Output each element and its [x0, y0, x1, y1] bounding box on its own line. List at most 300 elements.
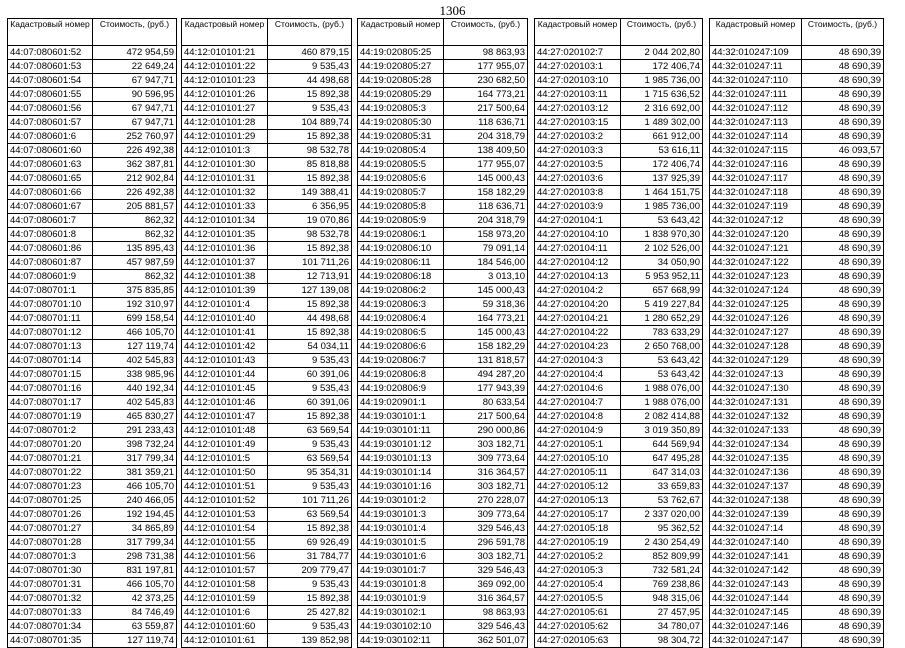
cadastral-number-cell: 44:12:010101:32 — [182, 186, 268, 200]
cadastral-number-cell: 44:07:080701:26 — [8, 508, 93, 522]
cost-cell: 48 690,39 — [802, 242, 884, 256]
cadastral-number-cell: 44:12:010101:3 — [182, 144, 268, 158]
cost-cell: 145 000,43 — [444, 326, 528, 340]
cadastral-number-cell: 44:07:080601:9 — [8, 270, 93, 284]
cost-cell: 48 690,39 — [802, 522, 884, 536]
cadastral-number-cell: 44:32:010247:109 — [710, 46, 802, 60]
cost-cell: 2 082 414,88 — [621, 410, 703, 424]
cost-cell: 98 863,93 — [444, 46, 528, 60]
cadastral-number-cell: 44:32:010247:126 — [710, 312, 802, 326]
table-row — [182, 186, 352, 200]
cadastral-number-cell: 44:07:080701:30 — [8, 564, 93, 578]
cost-cell: 69 926,49 — [268, 536, 352, 550]
page-number: 1306 — [439, 3, 466, 18]
table-row — [8, 564, 177, 578]
table-row — [182, 116, 352, 130]
cadastral-number-cell: 44:07:080701:25 — [8, 494, 93, 508]
cost-cell: 84 746,49 — [93, 606, 177, 620]
cadastral-number-cell: 44:27:020104:4 — [535, 368, 621, 382]
cadastral-number-cell: 44:12:010101:30 — [182, 158, 268, 172]
cadastral-number-cell: 44:19:030101:13 — [358, 452, 444, 466]
cost-cell: 59 318,36 — [444, 298, 528, 312]
cost-cell: 48 690,39 — [802, 592, 884, 606]
cadastral-number-cell: 44:32:010247:146 — [710, 620, 802, 634]
cost-cell: 15 892,38 — [268, 326, 352, 340]
cadastral-number-cell: 44:12:010101:54 — [182, 522, 268, 536]
table-row — [358, 578, 528, 592]
cadastral-number-cell: 44:19:030101:14 — [358, 466, 444, 480]
cost-cell: 303 182,71 — [444, 438, 528, 452]
cadastral-number-cell: 44:27:020105:4 — [535, 578, 621, 592]
cost-cell: 1 489 302,00 — [621, 116, 703, 130]
cost-cell: 862,32 — [93, 270, 177, 284]
table-row — [535, 46, 703, 60]
cadastral-number-cell: 44:19:020805:4 — [358, 144, 444, 158]
table-row — [710, 522, 884, 536]
cadastral-number-cell: 44:12:010101:40 — [182, 312, 268, 326]
cadastral-number-cell: 44:12:010101:28 — [182, 116, 268, 130]
cost-cell: 9 535,43 — [268, 382, 352, 396]
header-cost: Стоимость, (руб.) — [268, 19, 352, 46]
cadastral-number-cell: 44:32:010247:111 — [710, 88, 802, 102]
cadastral-table-4 — [534, 18, 703, 648]
table-row — [182, 578, 352, 592]
cadastral-number-cell: 44:32:010247:115 — [710, 144, 802, 158]
cadastral-number-cell: 44:27:020105:12 — [535, 480, 621, 494]
table-row — [710, 410, 884, 424]
cost-cell: 48 690,39 — [802, 578, 884, 592]
table-row — [8, 578, 177, 592]
table-row — [535, 74, 703, 88]
cadastral-number-cell: 44:19:030101:11 — [358, 424, 444, 438]
table-row — [182, 452, 352, 466]
header-cadastral-number: Кадастровый номер — [182, 19, 268, 46]
table-row — [710, 312, 884, 326]
cadastral-number-cell: 44:32:010247:116 — [710, 158, 802, 172]
cadastral-number-cell: 44:19:030101:3 — [358, 508, 444, 522]
cost-cell: 48 690,39 — [802, 396, 884, 410]
cadastral-number-cell: 44:32:010247:136 — [710, 466, 802, 480]
table-row — [358, 550, 528, 564]
cost-cell: 296 591,78 — [444, 536, 528, 550]
table-row — [182, 438, 352, 452]
cadastral-number-cell: 44:32:010247:110 — [710, 74, 802, 88]
cadastral-table-2 — [181, 18, 352, 648]
header-cost: Стоимость, (руб.) — [621, 19, 703, 46]
table-row — [535, 102, 703, 116]
cadastral-number-cell: 44:27:020105:18 — [535, 522, 621, 536]
cadastral-number-cell: 44:32:010247:12 — [710, 214, 802, 228]
table-row — [535, 606, 703, 620]
cadastral-number-cell: 44:19:030102:1 — [358, 606, 444, 620]
cadastral-number-cell: 44:19:020805:7 — [358, 186, 444, 200]
cadastral-number-cell: 44:12:010101:39 — [182, 284, 268, 298]
table-row — [535, 634, 703, 648]
cadastral-number-cell: 44:27:020103:3 — [535, 144, 621, 158]
table-row — [182, 214, 352, 228]
cost-cell: 369 092,00 — [444, 578, 528, 592]
cadastral-number-cell: 44:19:020805:5 — [358, 158, 444, 172]
cadastral-number-cell: 44:07:080701:21 — [8, 452, 93, 466]
cadastral-number-cell: 44:19:030101:4 — [358, 522, 444, 536]
cost-cell: 12 713,91 — [268, 270, 352, 284]
cost-cell: 48 690,39 — [802, 480, 884, 494]
cadastral-number-cell: 44:07:080601:63 — [8, 158, 93, 172]
cadastral-number-cell: 44:12:010101:57 — [182, 564, 268, 578]
table-row — [535, 522, 703, 536]
table-row — [535, 116, 703, 130]
table-row — [358, 46, 528, 60]
table-row — [710, 494, 884, 508]
table-row — [358, 536, 528, 550]
cadastral-number-cell: 44:27:020103:8 — [535, 186, 621, 200]
cost-cell: 48 690,39 — [802, 438, 884, 452]
cadastral-number-cell: 44:19:020806:3 — [358, 298, 444, 312]
table-row — [182, 592, 352, 606]
cost-cell: 217 500,64 — [444, 410, 528, 424]
cadastral-number-cell: 44:07:080701:11 — [8, 312, 93, 326]
cost-cell: 204 318,79 — [444, 130, 528, 144]
table-row — [535, 550, 703, 564]
table-row — [358, 256, 528, 270]
table-row — [182, 340, 352, 354]
cadastral-number-cell: 44:32:010247:120 — [710, 228, 802, 242]
cost-cell: 9 535,43 — [268, 60, 352, 74]
cadastral-number-cell: 44:32:010247:119 — [710, 200, 802, 214]
cadastral-number-cell: 44:12:010101:52 — [182, 494, 268, 508]
table-row — [535, 382, 703, 396]
cost-cell: 172 406,74 — [621, 158, 703, 172]
cost-cell: 460 879,15 — [268, 46, 352, 60]
cost-cell: 48 690,39 — [802, 256, 884, 270]
cost-cell: 303 182,71 — [444, 480, 528, 494]
cost-cell: 54 034,11 — [268, 340, 352, 354]
cadastral-number-cell: 44:12:010101:44 — [182, 368, 268, 382]
table-row — [535, 396, 703, 410]
table-row — [8, 550, 177, 564]
cost-cell: 270 228,07 — [444, 494, 528, 508]
table-row — [535, 368, 703, 382]
cadastral-number-cell: 44:12:010101:51 — [182, 480, 268, 494]
table-row — [358, 564, 528, 578]
table-row — [535, 536, 703, 550]
cadastral-number-cell: 44:27:020104:11 — [535, 242, 621, 256]
cost-cell: 53 643,42 — [621, 354, 703, 368]
cadastral-number-cell: 44:19:020901:1 — [358, 396, 444, 410]
cost-cell: 226 492,38 — [93, 186, 177, 200]
cadastral-number-cell: 44:19:020806:18 — [358, 270, 444, 284]
table-row — [8, 242, 177, 256]
header-cadastral-number: Кадастровый номер — [358, 19, 444, 46]
cadastral-number-cell: 44:27:020104:12 — [535, 256, 621, 270]
cadastral-number-cell: 44:27:020105:63 — [535, 634, 621, 648]
table-row — [710, 46, 884, 60]
table-row — [710, 298, 884, 312]
cost-cell: 362 501,07 — [444, 634, 528, 648]
table-row — [182, 424, 352, 438]
cadastral-number-cell: 44:12:010101:47 — [182, 410, 268, 424]
table-row — [358, 396, 528, 410]
cadastral-number-cell: 44:27:020104:7 — [535, 396, 621, 410]
cadastral-number-cell: 44:19:020805:9 — [358, 214, 444, 228]
cadastral-number-cell: 44:07:080701:13 — [8, 340, 93, 354]
cost-cell: 290 000,86 — [444, 424, 528, 438]
cost-cell: 831 197,81 — [93, 564, 177, 578]
table-row — [358, 354, 528, 368]
table-row — [358, 144, 528, 158]
cost-cell: 145 000,43 — [444, 172, 528, 186]
cost-cell: 15 892,38 — [268, 88, 352, 102]
cadastral-number-cell: 44:07:080701:17 — [8, 396, 93, 410]
table-row — [710, 158, 884, 172]
cadastral-number-cell: 44:19:030101:2 — [358, 494, 444, 508]
table-row — [358, 480, 528, 494]
cost-cell: 15 892,38 — [268, 522, 352, 536]
table-row — [358, 340, 528, 354]
cost-cell: 149 388,41 — [268, 186, 352, 200]
table-row — [535, 508, 703, 522]
cadastral-number-cell: 44:27:020104:22 — [535, 326, 621, 340]
table-row — [182, 284, 352, 298]
cost-cell: 158 182,29 — [444, 340, 528, 354]
table-row — [710, 354, 884, 368]
cost-cell: 25 427,82 — [268, 606, 352, 620]
cadastral-number-cell: 44:32:010247:113 — [710, 116, 802, 130]
cadastral-number-cell: 44:32:010247:137 — [710, 480, 802, 494]
cost-cell: 127 119,74 — [93, 634, 177, 648]
cadastral-number-cell: 44:32:010247:142 — [710, 564, 802, 578]
table-row — [358, 200, 528, 214]
cost-cell: 48 690,39 — [802, 410, 884, 424]
table-row — [710, 592, 884, 606]
table-row — [8, 158, 177, 172]
table-header — [535, 19, 703, 46]
cadastral-number-cell: 44:27:020104:20 — [535, 298, 621, 312]
table-row — [535, 172, 703, 186]
table-row — [535, 340, 703, 354]
table-row — [535, 214, 703, 228]
cost-cell: 661 912,00 — [621, 130, 703, 144]
cost-cell: 398 732,24 — [93, 438, 177, 452]
table-row — [710, 340, 884, 354]
cadastral-number-cell: 44:07:080601:66 — [8, 186, 93, 200]
cost-cell: 158 973,20 — [444, 228, 528, 242]
cadastral-number-cell: 44:07:080601:65 — [8, 172, 93, 186]
cost-cell: 44 498,68 — [268, 312, 352, 326]
table-row — [8, 522, 177, 536]
cadastral-number-cell: 44:07:080601:54 — [8, 74, 93, 88]
cost-cell: 137 925,39 — [621, 172, 703, 186]
cost-cell: 2 044 202,80 — [621, 46, 703, 60]
cost-cell: 3 013,10 — [444, 270, 528, 284]
cadastral-number-cell: 44:27:020103:15 — [535, 116, 621, 130]
cost-cell: 48 690,39 — [802, 326, 884, 340]
cadastral-number-cell: 44:27:020104:23 — [535, 340, 621, 354]
table-row — [8, 228, 177, 242]
cadastral-number-cell: 44:19:030101:16 — [358, 480, 444, 494]
cost-cell: 309 773,64 — [444, 452, 528, 466]
table-row — [8, 88, 177, 102]
cost-cell: 48 690,39 — [802, 102, 884, 116]
table-row — [358, 634, 528, 648]
cadastral-number-cell: 44:12:010101:23 — [182, 74, 268, 88]
cost-cell: 402 545,83 — [93, 396, 177, 410]
cadastral-number-cell: 44:27:020103:12 — [535, 102, 621, 116]
table-row — [8, 270, 177, 284]
table-row — [358, 242, 528, 256]
cadastral-number-cell: 44:12:010101:22 — [182, 60, 268, 74]
table-row — [535, 158, 703, 172]
table-header — [710, 19, 884, 46]
cadastral-number-cell: 44:27:020103:2 — [535, 130, 621, 144]
cost-cell: 1 988 076,00 — [621, 396, 703, 410]
cadastral-number-cell: 44:32:010247:128 — [710, 340, 802, 354]
table-row — [182, 88, 352, 102]
cost-cell: 48 690,39 — [802, 508, 884, 522]
cadastral-number-cell: 44:07:080701:14 — [8, 354, 93, 368]
cadastral-number-cell: 44:12:010101:27 — [182, 102, 268, 116]
cadastral-number-cell: 44:27:020105:17 — [535, 508, 621, 522]
cost-cell: 647 314,03 — [621, 466, 703, 480]
cadastral-table-5 — [709, 18, 884, 648]
cost-cell: 316 364,57 — [444, 466, 528, 480]
cadastral-number-cell: 44:19:020806:6 — [358, 340, 444, 354]
table-row — [8, 340, 177, 354]
table-row — [710, 60, 884, 74]
cost-cell: 101 711,26 — [268, 256, 352, 270]
table-row — [182, 634, 352, 648]
cadastral-number-cell: 44:32:010247:140 — [710, 536, 802, 550]
cost-cell: 317 799,34 — [93, 452, 177, 466]
cost-cell: 15 892,38 — [268, 298, 352, 312]
cost-cell: 184 546,00 — [444, 256, 528, 270]
table-row — [8, 634, 177, 648]
table-row — [535, 480, 703, 494]
cost-cell: 240 466,05 — [93, 494, 177, 508]
cadastral-number-cell: 44:12:010101:41 — [182, 326, 268, 340]
table-row — [535, 578, 703, 592]
table-row — [710, 564, 884, 578]
cost-cell: 48 690,39 — [802, 116, 884, 130]
table-row — [710, 228, 884, 242]
cadastral-number-cell: 44:32:010247:125 — [710, 298, 802, 312]
cost-cell: 48 690,39 — [802, 550, 884, 564]
table-row — [535, 256, 703, 270]
cost-cell: 48 690,39 — [802, 228, 884, 242]
cadastral-number-cell: 44:19:020805:8 — [358, 200, 444, 214]
table-row — [535, 494, 703, 508]
table-row — [710, 270, 884, 284]
cadastral-number-cell: 44:07:080701:1 — [8, 284, 93, 298]
header-cadastral-number: Кадастровый номер — [710, 19, 802, 46]
cost-cell: 9 535,43 — [268, 102, 352, 116]
table-row — [358, 452, 528, 466]
cost-cell: 48 690,39 — [802, 564, 884, 578]
table-row — [182, 298, 352, 312]
cost-cell: 852 809,99 — [621, 550, 703, 564]
cadastral-number-cell: 44:27:020103:6 — [535, 172, 621, 186]
cadastral-number-cell: 44:07:080701:20 — [8, 438, 93, 452]
cost-cell: 118 636,71 — [444, 116, 528, 130]
cost-cell: 1 280 652,29 — [621, 312, 703, 326]
table-row — [535, 438, 703, 452]
table-row — [535, 186, 703, 200]
cost-cell: 15 892,38 — [268, 242, 352, 256]
table-row — [8, 46, 177, 60]
table-row — [710, 508, 884, 522]
cost-cell: 48 690,39 — [802, 130, 884, 144]
cadastral-number-cell: 44:19:020806:5 — [358, 326, 444, 340]
table-row — [8, 452, 177, 466]
cost-cell: 15 892,38 — [268, 130, 352, 144]
table-row — [535, 130, 703, 144]
table-row — [710, 438, 884, 452]
cadastral-number-cell: 44:32:010247:112 — [710, 102, 802, 116]
cost-cell: 212 902,84 — [93, 172, 177, 186]
cadastral-number-cell: 44:32:010247:121 — [710, 242, 802, 256]
cadastral-number-cell: 44:07:080701:2 — [8, 424, 93, 438]
cadastral-number-cell: 44:07:080601:86 — [8, 242, 93, 256]
cadastral-number-cell: 44:19:020806:1 — [358, 228, 444, 242]
table-row — [710, 620, 884, 634]
table-row — [182, 200, 352, 214]
table-row — [182, 410, 352, 424]
cadastral-table-1 — [7, 18, 177, 648]
cost-cell: 48 690,39 — [802, 284, 884, 298]
cost-cell: 440 192,34 — [93, 382, 177, 396]
cost-cell: 63 569,54 — [268, 508, 352, 522]
table-row — [8, 536, 177, 550]
table-row — [182, 620, 352, 634]
cost-cell: 63 559,87 — [93, 620, 177, 634]
cost-cell: 48 690,39 — [802, 354, 884, 368]
table-row — [710, 368, 884, 382]
table-row — [8, 130, 177, 144]
cost-cell: 31 784,77 — [268, 550, 352, 564]
cost-cell: 2 337 020,00 — [621, 508, 703, 522]
table-row — [8, 620, 177, 634]
cost-cell: 48 690,39 — [802, 74, 884, 88]
cost-cell: 53 616,11 — [621, 144, 703, 158]
cost-cell: 9 535,43 — [268, 354, 352, 368]
cadastral-number-cell: 44:19:030101:12 — [358, 438, 444, 452]
cadastral-number-cell: 44:19:030102:10 — [358, 620, 444, 634]
header-cadastral-number: Кадастровый номер — [8, 19, 93, 46]
cadastral-number-cell: 44:07:080601:55 — [8, 88, 93, 102]
cadastral-number-cell: 44:07:080701:34 — [8, 620, 93, 634]
cost-cell: 309 773,64 — [444, 508, 528, 522]
cadastral-number-cell: 44:19:030101:8 — [358, 578, 444, 592]
table-row — [358, 298, 528, 312]
cost-cell: 53 643,42 — [621, 368, 703, 382]
cadastral-number-cell: 44:07:080601:53 — [8, 60, 93, 74]
table-row — [535, 60, 703, 74]
cost-cell: 9 535,43 — [268, 620, 352, 634]
cadastral-number-cell: 44:32:010247:122 — [710, 256, 802, 270]
cost-cell: 316 364,57 — [444, 592, 528, 606]
cost-cell: 5 953 952,11 — [621, 270, 703, 284]
cost-cell: 138 409,50 — [444, 144, 528, 158]
table-row — [358, 620, 528, 634]
cost-cell: 164 773,21 — [444, 312, 528, 326]
table-row — [8, 382, 177, 396]
cost-cell: 862,32 — [93, 214, 177, 228]
table-row — [182, 270, 352, 284]
header-cost: Стоимость, (руб.) — [802, 19, 884, 46]
cost-cell: 48 690,39 — [802, 382, 884, 396]
cadastral-number-cell: 44:07:080601:57 — [8, 116, 93, 130]
cadastral-number-cell: 44:07:080701:31 — [8, 578, 93, 592]
